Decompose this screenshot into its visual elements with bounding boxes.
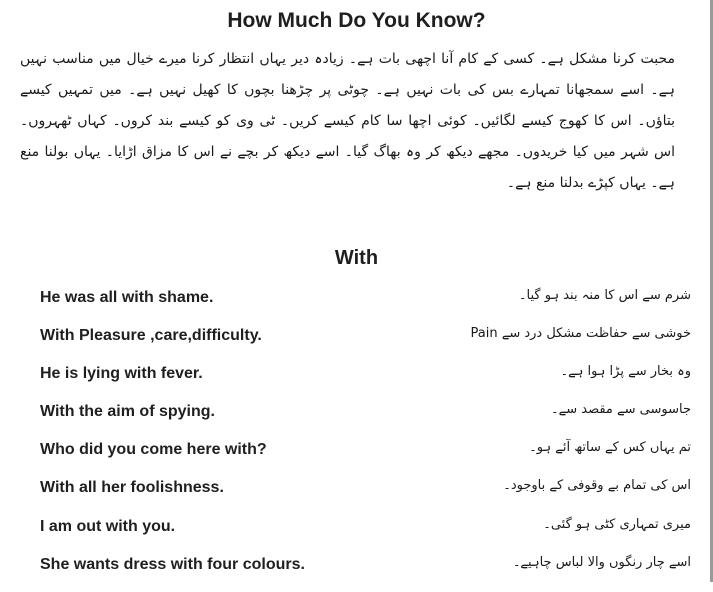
list-item <box>40 554 691 592</box>
urdu-translation: میری تمہاری کٹی ہو گئی۔ <box>543 516 691 532</box>
urdu-translation: اسے چار رنگوں والا لباس چاہیے۔ <box>512 554 691 570</box>
english-phrase: He was all with shame. <box>40 289 214 306</box>
english-phrase: With all her foolishness. <box>40 479 224 497</box>
list-item <box>40 401 691 439</box>
urdu-translation: تم یہاں کس کے ساتھ آئے ہو۔ <box>529 440 691 456</box>
urdu-translation: جاسوسی سے مقصد سے۔ <box>550 402 691 418</box>
urdu-translation: شرم سے اس کا منہ بند ہو گیا۔ <box>518 288 691 303</box>
english-phrase: She wants dress with four colours. <box>40 555 305 573</box>
urdu-translation: اس کی تمام بے وقوفی کے باوجود۔ <box>503 478 691 494</box>
list-item <box>40 516 691 554</box>
urdu-translation: خوشی سے حفاظت مشکل درد سے Pain <box>470 326 691 342</box>
list-item <box>40 439 691 477</box>
phrase-list <box>40 287 691 592</box>
list-item <box>40 363 691 401</box>
english-phrase: With the aim of spying. <box>40 403 215 421</box>
list-item <box>40 287 691 325</box>
section-title: With <box>334 247 379 269</box>
english-phrase: With Pleasure ,care,difficulty. <box>40 327 262 345</box>
urdu-paragraph: محبت کرنا مشکل ہے۔ کسی کے کام آنا اچھی بات ہے۔ زیادہ دیر یہاں انتظار کرنا میرے خیال میں مناسب نہیں ہے۔ اسے سمجھانا تمہارے بس کی بات نہیں ہے۔ چوٹی پر چڑھنا بچوں کا کھیل نہیں ہے۔ میں تمہیں کیسے بتاؤں۔ اس کا کھوج کیسے لگائیں۔ کوئی اچھا سا کام کیسے کریں۔ ٹی وی کو کیسے بند کروں۔ کہاں ٹھہروں۔ اس شہر میں کیا خریدوں۔ مجھے دیکھ کر وہ بھاگ گیا۔ اسے دیکھ کر بچے نے اس کا مزاق اڑایا۔ یہاں بولنا منع ہے۔ یہاں کپڑے بدلنا منع ہے۔ <box>20 51 675 191</box>
page-title: How Much Do You Know? <box>227 9 486 32</box>
english-phrase: He is lying with fever. <box>40 365 203 383</box>
english-phrase: I am out with you. <box>40 517 176 535</box>
urdu-translation: وہ بخار سے پڑا ہوا ہے۔ <box>560 364 691 380</box>
list-item <box>40 325 691 363</box>
list-item <box>40 477 691 515</box>
english-phrase: Who did you come here with? <box>40 441 267 459</box>
